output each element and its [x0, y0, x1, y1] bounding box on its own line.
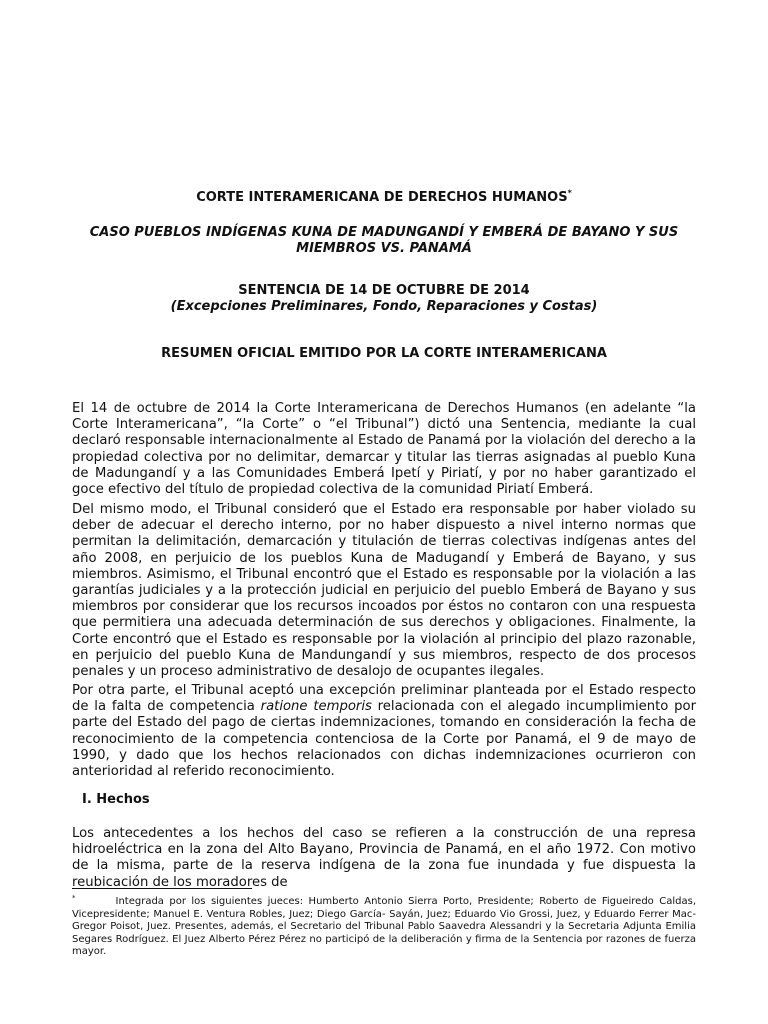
case-title: CASO PUEBLOS INDÍGENAS KUNA DE MADUNGANDÍ Y EMBERÁ DE BAYANO Y SUS MIEMBROS VS. PANAMÁ — [89, 225, 679, 256]
paragraph-3-text-a: Por otra parte, el Tribunal aceptó una excepción preliminar planteada por el Estado respecto de la falta de competencia — [72, 683, 696, 715]
section-title-hechos: I. Hechos — [82, 792, 150, 807]
court-title-text: CORTE INTERAMERICANA DE DERECHOS HUMANOS — [196, 190, 568, 205]
document-page — [72, 0, 696, 1024]
court-title — [72, 190, 696, 206]
footnote-reference: * — [567, 188, 572, 198]
judgment-date: SENTENCIA DE 14 DE OCTUBRE DE 2014 — [238, 283, 530, 298]
paragraph-3-text-b: relacionada con el alegado incumplimiento por parte del Estado del pago de ciertas indemnizaciones, tomando en consideración la fecha de reconocimiento de la competencia contenciosa de la Corte por Panamá, el 9 de mayo de 1990, y dado que los hechos relacionados con dichas indemnizaciones ocurrieron con anterioridad al referido reconocimiento. — [72, 699, 697, 780]
paragraph-3 — [72, 683, 696, 780]
paragraph-4: Los antecedentes a los hechos del caso se refieren a la construcción de una represa hidroeléctrica en la zona del Alto Bayano, Provincia de Panamá, en el año 1972. Con motivo de la misma, parte de la reserva indígena de la zona fue inundada y fue dispuesta la reubicación de los moradores de — [72, 826, 696, 890]
footnote-marker: * — [72, 893, 76, 902]
footnote-text: Integrada por los siguientes jueces: Humberto Antonio Sierra Porto, Presidente; Roberto de Figueiredo Caldas, Vicepresidente; Manuel E. Ventura Robles, Juez; Diego García- Sayán, Juez; Eduardo Vio Grossi, Juez, y Eduardo Ferrer Mac-Gregor Poisot, Juez. Presentes, además, el Secretario del Tribunal Pablo Saavedra Alessandri y la Secretaria Adjunta Emilia Segares Rodríguez. El Juez Alberto Pérez Pérez no participó de la deliberación y firma de la Sentencia por razones de fuerza mayor. — [72, 896, 696, 957]
paragraph-3-italic-term: ratione temporis — [260, 699, 372, 715]
footnote — [72, 893, 696, 959]
paragraph-1: El 14 de octubre de 2014 la Corte Interamericana de Derechos Humanos (en adelante “la Corte Interamericana”, “la Corte” o “el Tribunal”) dictó una Sentencia, mediante la cual declaró responsable internacionalmente al Estado de Panamá por la violación del derecho a la propiedad colectiva por no delimitar, demarcar y titular las tierras asignadas al pueblo Kuna de Madungandí y a las Comunidades Emberá Ipetí y Piriatí, y por no haber garantizado el goce efectivo del título de propiedad colectiva de la comunidad Piriatí Emberá. — [72, 401, 696, 498]
summary-title: RESUMEN OFICIAL EMITIDO POR LA CORTE INTERAMERICANA — [161, 346, 607, 361]
judgment-type: (Excepciones Preliminares, Fondo, Reparaciones y Costas) — [170, 299, 598, 314]
footnote-divider — [72, 888, 252, 889]
paragraph-2: Del mismo modo, el Tribunal consideró que el Estado era responsable por haber violado su deber de adecuar el derecho interno, por no haber dispuesto a nivel interno normas que permitan la delimitación, demarcación y titulación de tierras colectivas indígenas antes del año 2008, en perjuicio de los pueblos Kuna de Madugandí y Emberá de Bayano, y sus miembros. Asimismo, el Tribunal encontró que el Estado es responsable por la violación a las garantías judiciales y a la protección judicial en perjuicio del pueblo Emberá de Bayano y sus miembros por considerar que los recursos incoados por éstos no contaron con una respuesta que permitiera una adecuada determinación de sus derechos y obligaciones. Finalmente, la Corte encontró que el Estado es responsable por la violación al principio del plazo razonable, en perjuicio del pueblo Kuna de Mandungandí y sus miembros, respecto de dos procesos penales y un proceso administrativo de desalojo de ocupantes ilegales. — [72, 502, 696, 680]
